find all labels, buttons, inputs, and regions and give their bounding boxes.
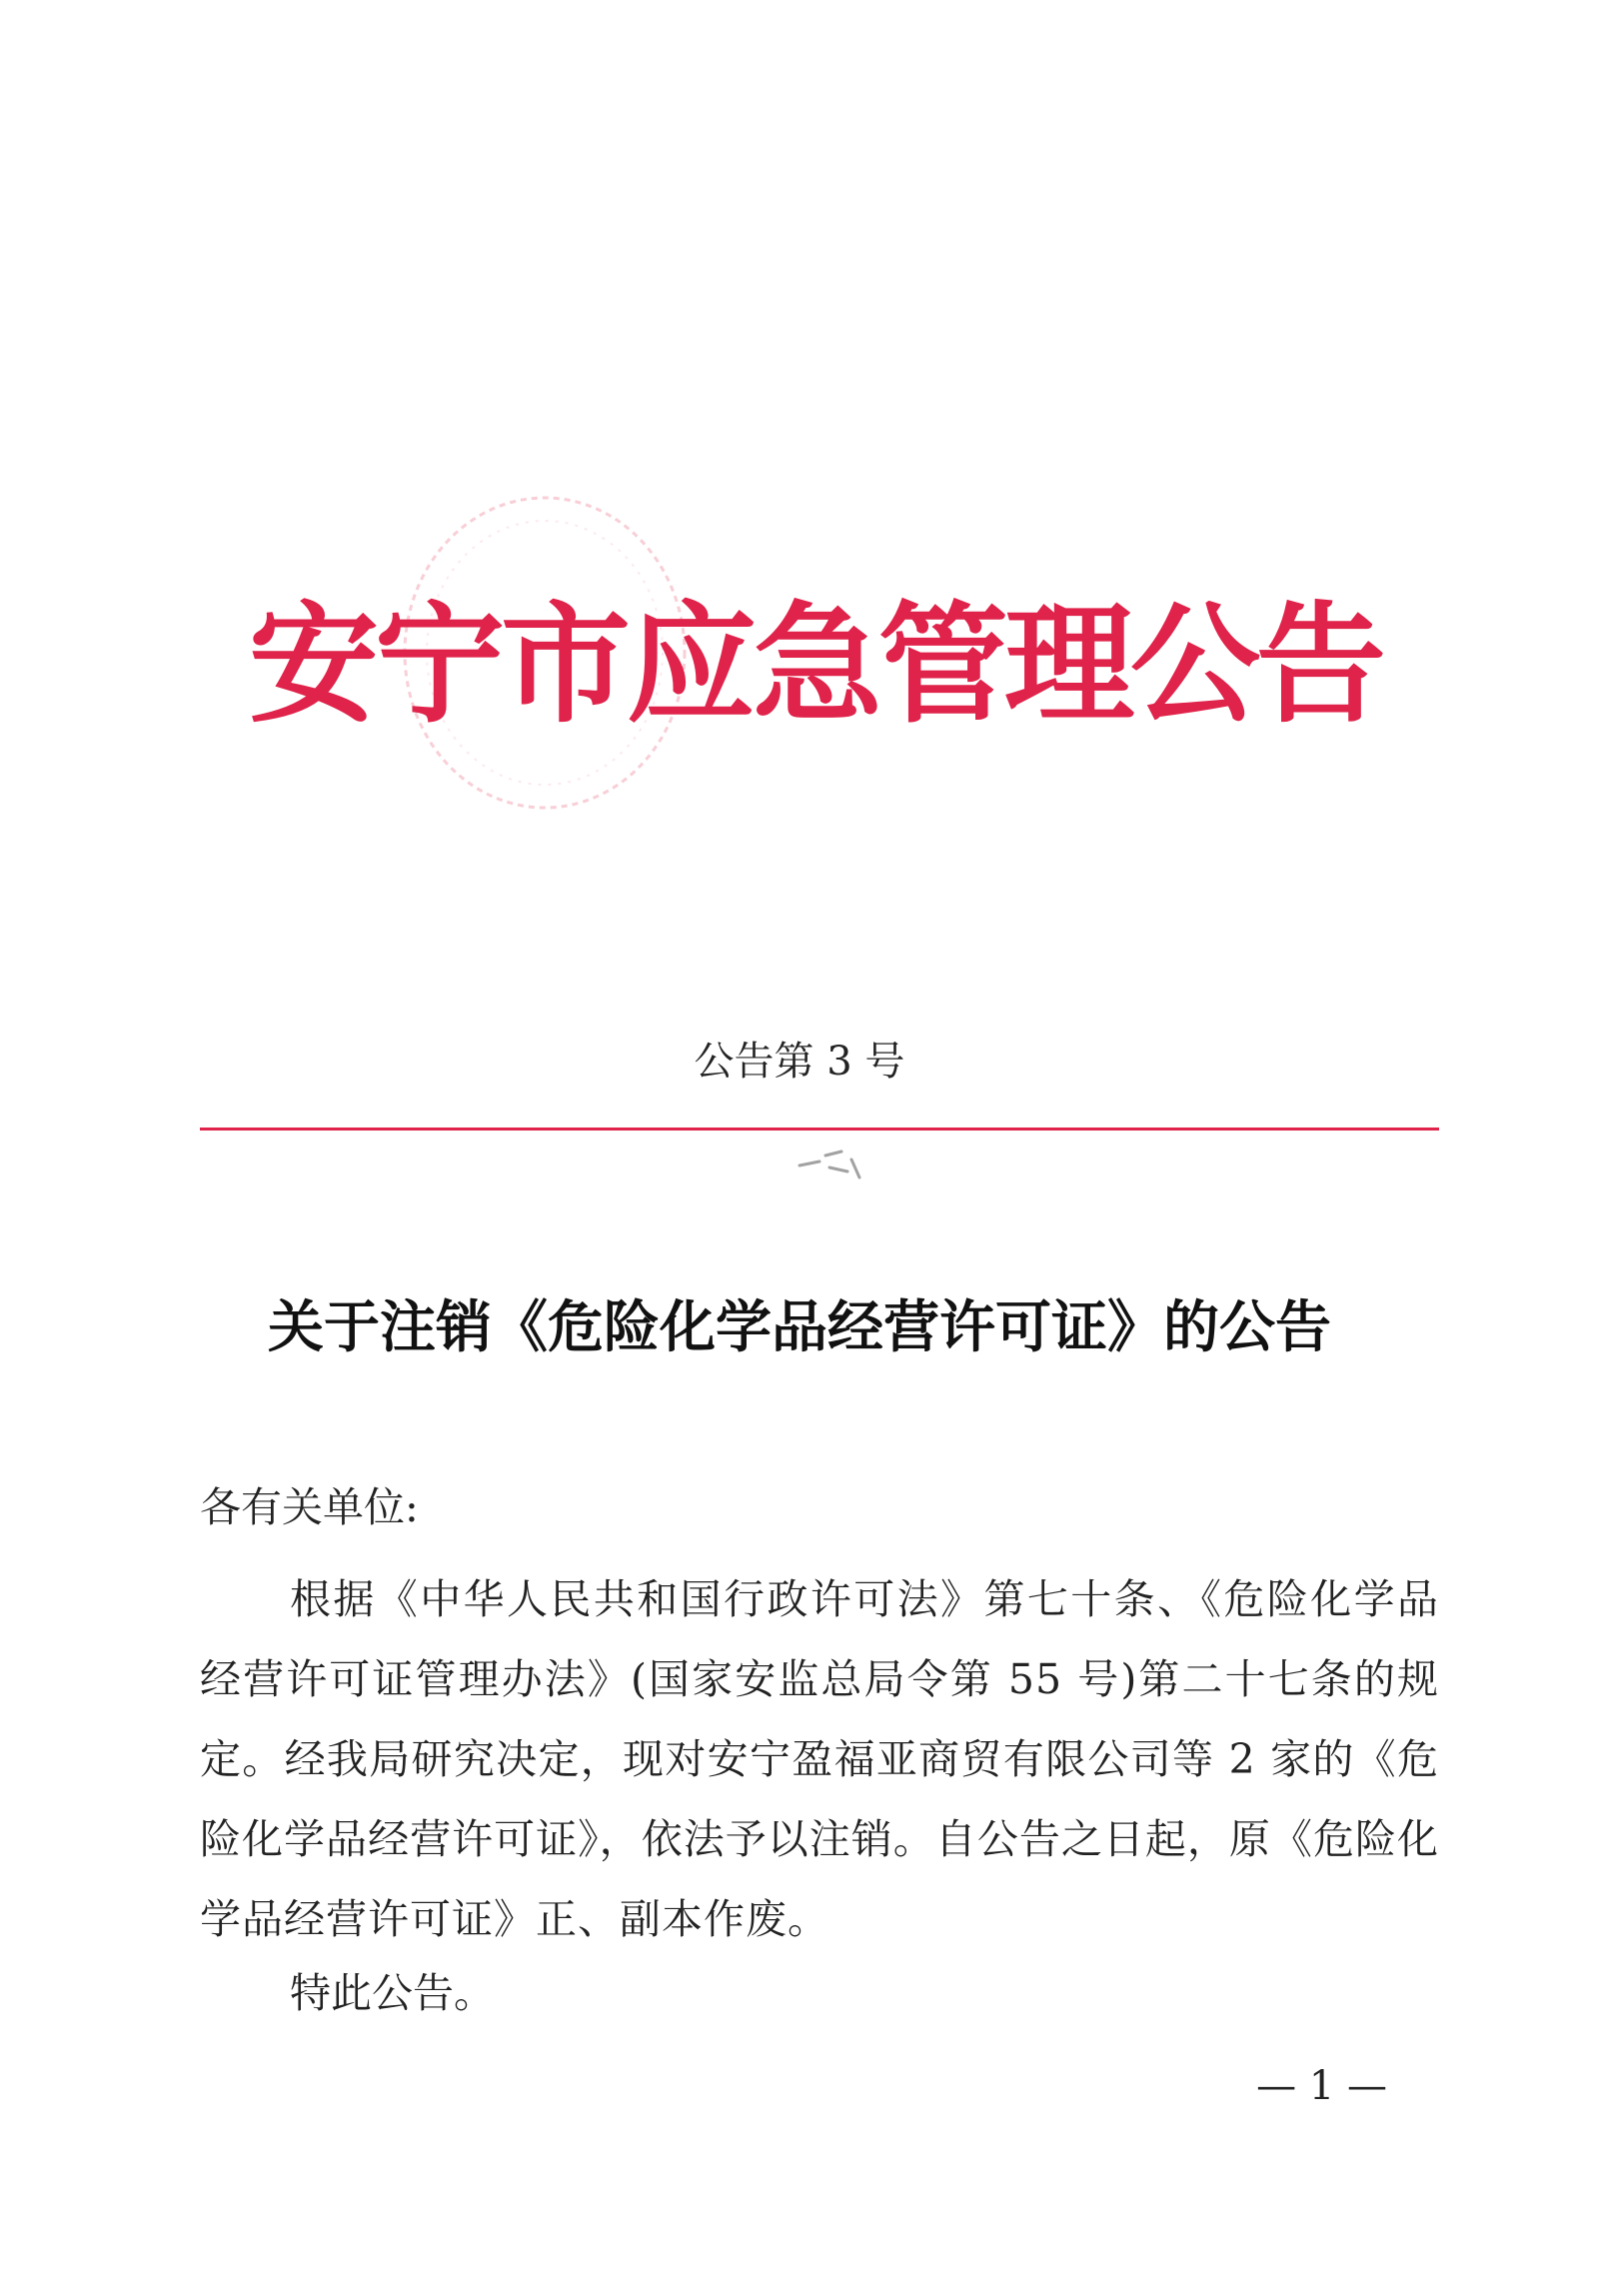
- document-number: 公告第 3 号: [694, 1039, 905, 1085]
- body-paragraph: 根据《中华人民共和国行政许可法》第七十条、《危险化学品经营许可证管理办法》(国家安监总局令第 55 号)第二十七条的规定。经我局研究决定，现对安宁盈福亚商贸有限公司等 2 家的《危险化学品经营许可证》，依法予以注销。自公告之日起，原《危险化学品经营许可证》正、副本作废。: [200, 1575, 1439, 1943]
- masthead-title: 安宁市应急管理公告: [248, 588, 1382, 741]
- closing-line: 特此公告。: [290, 1969, 495, 2017]
- seal-fragment-icon: [790, 1138, 879, 1187]
- notice-title: 关于注销《危险化学品经营许可证》的公告: [268, 1294, 1331, 1360]
- page-number: — 1 —: [1256, 2063, 1387, 2109]
- salutation: 各有关单位:: [200, 1483, 419, 1531]
- red-divider-line: [200, 1128, 1439, 1131]
